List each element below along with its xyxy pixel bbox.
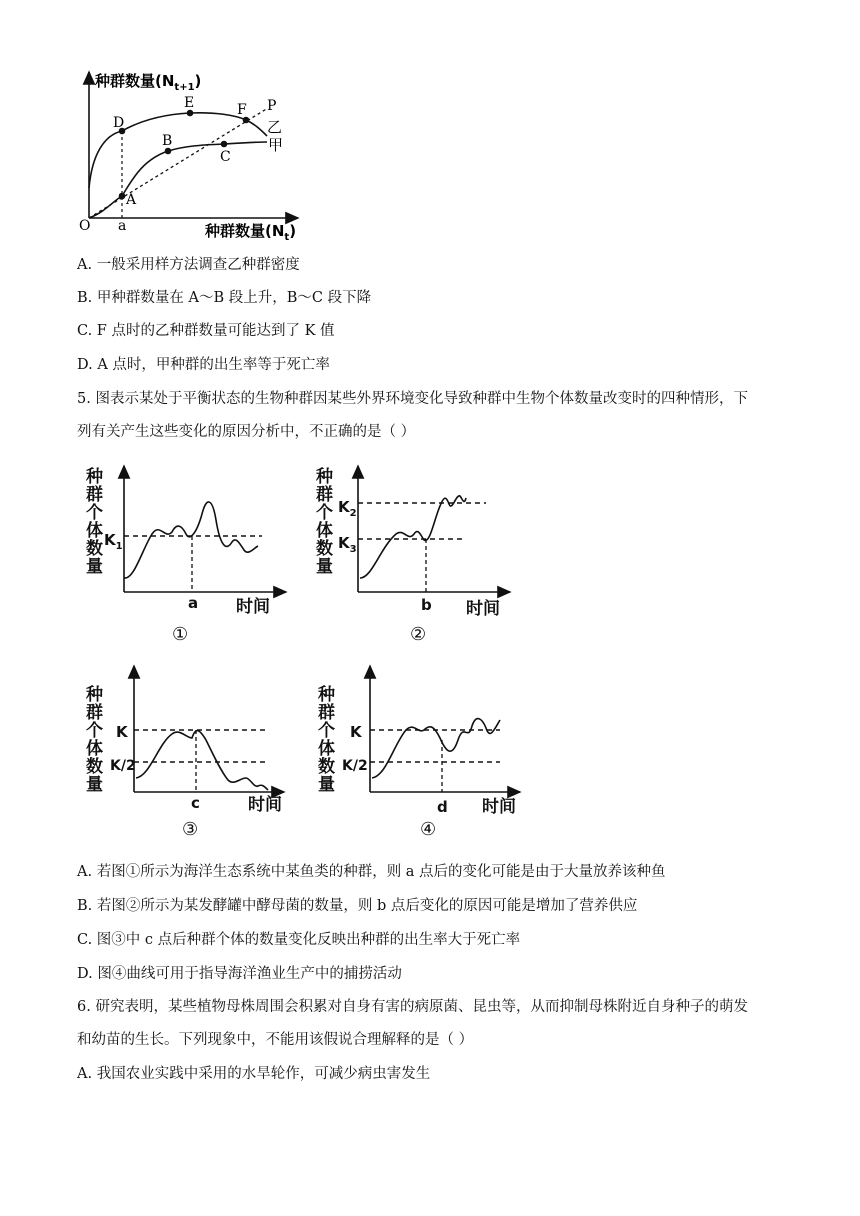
g1-num: ① [172, 624, 189, 645]
q4-option-d: D. A 点时，甲种群的出生率等于死亡率 [77, 357, 330, 373]
svg-text:种: 种 [86, 685, 103, 705]
svg-text:数: 数 [318, 757, 335, 777]
svg-text:量: 量 [316, 557, 333, 577]
label-F: F [237, 102, 247, 118]
g2-k2-label: $K_2$ [338, 498, 357, 519]
y-axis-label: 种群数量$(N_{t+1})$ [95, 72, 202, 93]
g3-k-label: K [116, 723, 128, 741]
svg-text:量: 量 [318, 775, 335, 795]
q4-option-b: B. 甲种群数量在 A～B 段上升，B～C 段下降 [77, 290, 372, 306]
svg-text:群: 群 [318, 703, 335, 723]
g1-k-label: $K_1$ [104, 531, 123, 552]
g3-mark: c [191, 794, 200, 812]
svg-text:个: 个 [318, 721, 335, 741]
q5-option-d: D. 图④曲线可用于指导海洋渔业生产中的捕捞活动 [77, 966, 402, 982]
label-A: A [126, 192, 137, 208]
svg-text:体: 体 [318, 739, 335, 759]
svg-text:体: 体 [86, 739, 103, 759]
g3-x-label: 时间 [248, 795, 282, 815]
tick-a: a [118, 218, 127, 234]
label-E: E [184, 95, 195, 111]
label-yi: 乙 [267, 118, 283, 136]
q5-option-c: C. 图③中 c 点后种群个体的数量变化反映出种群的出生率大于死亡率 [77, 932, 521, 948]
q4-option-a: A. 一般采用样方法调查乙种群密度 [77, 257, 300, 273]
svg-text:数: 数 [316, 539, 333, 559]
svg-text:个: 个 [86, 721, 103, 741]
q5-option-a: A. 若图①所示为海洋生态系统中某鱼类的种群，则 a 点后的变化可能是由于大量放养该种鱼 [77, 864, 666, 880]
x-axis-label: 种群数量$(N_t)$ [205, 222, 297, 243]
svg-text:群: 群 [86, 485, 103, 505]
g4-khalf-label: K/2 [342, 758, 368, 774]
svg-text:体: 体 [316, 521, 333, 541]
q6-option-a: A. 我国农业实践中采用的水旱轮作，可减少病虫害发生 [77, 1066, 431, 1082]
svg-text:种: 种 [86, 467, 103, 487]
q6-stem-line2: 和幼苗的生长。下列现象中，不能用该假说合理解释的是（ ） [77, 1032, 474, 1048]
svg-text:数: 数 [86, 757, 103, 777]
graph-4 [317, 666, 520, 840]
origin-label: O [79, 218, 91, 234]
label-B: B [162, 133, 173, 149]
label-C: C [220, 149, 231, 165]
g4-k-label: K [350, 723, 362, 741]
svg-text:个: 个 [316, 503, 333, 523]
g1-mark: a [188, 594, 199, 612]
label-jia: 甲 [268, 136, 284, 154]
svg-text:量: 量 [86, 775, 103, 795]
q5-option-b: B. 若图②所示为某发酵罐中酵母菌的数量，则 b 点后变化的原因可能是增加了营养供应 [77, 898, 638, 914]
g4-mark: d [437, 798, 448, 816]
q5-stem-line1: 5. 图表示某处于平衡状态的生物种群因某些外界环境变化导致种群中生物个体数量改变时的四种情形，下 [77, 391, 748, 407]
svg-text:种: 种 [316, 467, 333, 487]
g1-x-label: 时间 [236, 597, 270, 617]
svg-text:群: 群 [316, 485, 333, 505]
g3-num: ③ [182, 819, 199, 840]
graph-3 [85, 666, 284, 840]
g2-x-label: 时间 [466, 599, 500, 619]
g4-num: ④ [420, 819, 437, 840]
svg-text:群: 群 [86, 703, 103, 723]
q5-stem-line2: 列有关产生这些变化的原因分析中，不正确的是（ ） [77, 424, 416, 440]
g2-num: ② [410, 624, 427, 645]
graph-1 [85, 466, 286, 645]
label-P: P [267, 98, 277, 114]
svg-text:体: 体 [86, 521, 103, 541]
label-D: D [113, 115, 125, 131]
graph-2 [315, 466, 510, 645]
svg-text:个: 个 [86, 503, 103, 523]
svg-text:数: 数 [86, 539, 103, 559]
g3-khalf-label: K/2 [110, 758, 136, 774]
q6-stem-line1: 6. 研究表明，某些植物母株周围会积累对自身有害的病原菌、昆虫等，从而抑制母株附近自身种子的萌发 [77, 999, 748, 1015]
svg-text:种: 种 [318, 685, 335, 705]
svg-text:量: 量 [86, 557, 103, 577]
q4-option-c: C. F 点时的乙种群数量可能达到了 K 值 [77, 323, 335, 339]
g2-k3-label: $K_3$ [338, 534, 357, 555]
g4-x-label: 时间 [482, 797, 516, 817]
g2-mark: b [421, 596, 432, 614]
